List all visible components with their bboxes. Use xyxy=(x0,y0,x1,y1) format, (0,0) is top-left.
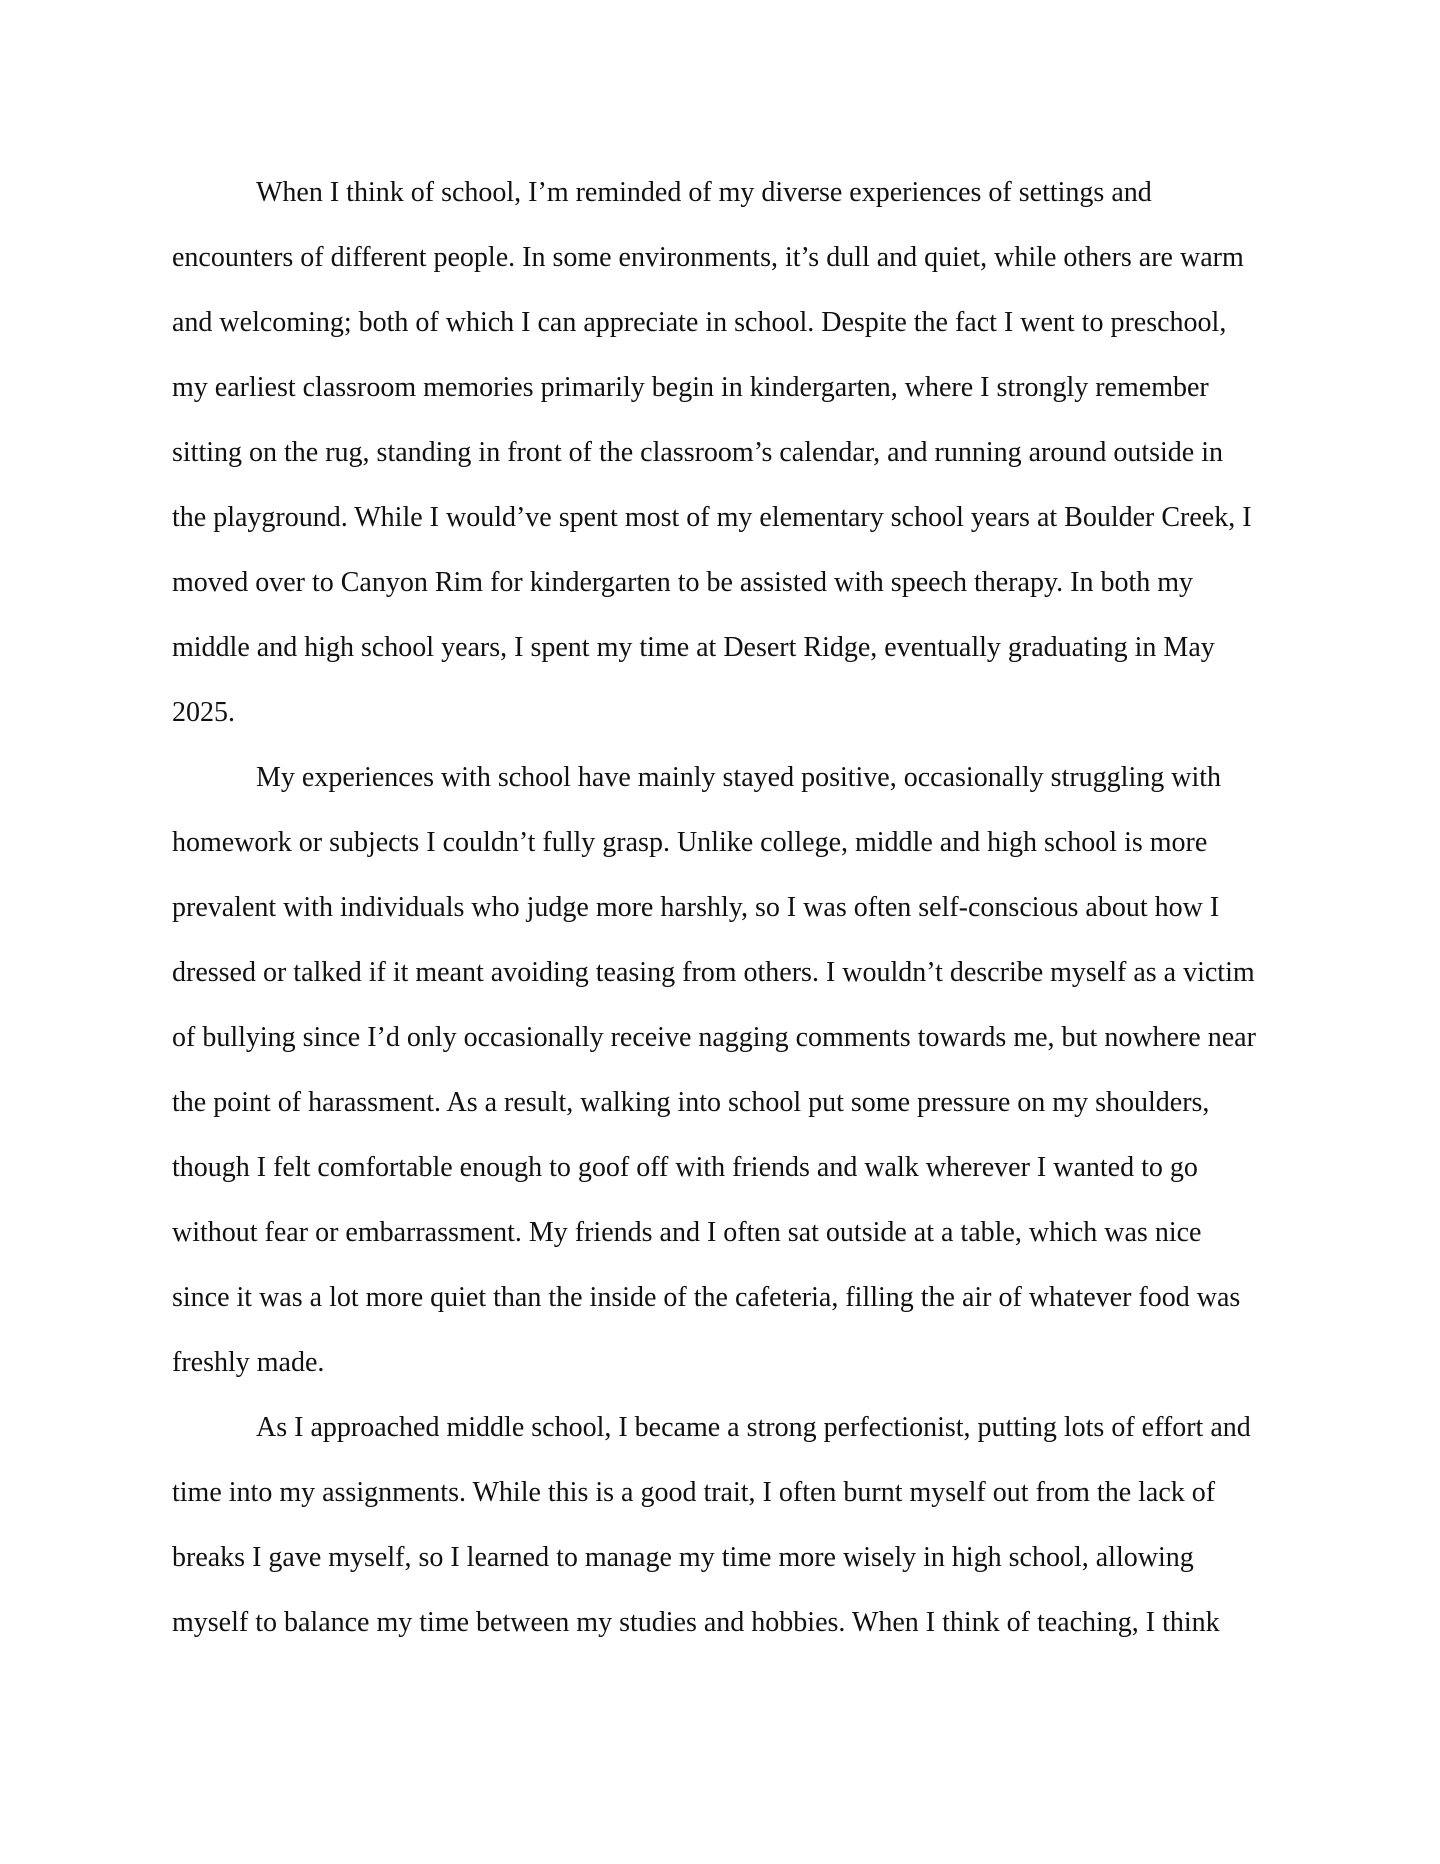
text-line: encounters of different people. In some environments, it’s dull and quiet, while others are warm xyxy=(172,242,1244,273)
text-line: homework or subjects I couldn’t fully grasp. Unlike college, middle and high school is more xyxy=(172,827,1208,858)
essay-body xyxy=(172,160,1272,1655)
text-line: When I think of school, I’m reminded of my diverse experiences of settings and xyxy=(256,177,1152,208)
text-line: freshly made. xyxy=(172,1347,325,1378)
text-line: dressed or talked if it meant avoiding teasing from others. I wouldn’t describe myself as a victim xyxy=(172,957,1255,988)
paragraph-1 xyxy=(172,160,1272,745)
text-line: middle and high school years, I spent my time at Desert Ridge, eventually graduating in May xyxy=(172,632,1215,663)
text-line: my earliest classroom memories primarily begin in kindergarten, where I strongly remember xyxy=(172,372,1209,403)
paragraph-2 xyxy=(172,745,1272,1395)
text-line: sitting on the rug, standing in front of the classroom’s calendar, and running around outside in xyxy=(172,437,1224,468)
text-line: of bullying since I’d only occasionally receive nagging comments towards me, but nowhere near xyxy=(172,1022,1256,1053)
paragraph-3 xyxy=(172,1395,1272,1655)
text-line: time into my assignments. While this is a good trait, I often burnt myself out from the lack of xyxy=(172,1477,1216,1508)
text-line: As I approached middle school, I became a strong perfectionist, putting lots of effort and xyxy=(256,1412,1251,1443)
text-line: moved over to Canyon Rim for kindergarten to be assisted with speech therapy. In both my xyxy=(172,567,1194,598)
text-line: the playground. While I would’ve spent most of my elementary school years at Boulder Creek, I xyxy=(172,502,1252,533)
text-line: without fear or embarrassment. My friends and I often sat outside at a table, which was nice xyxy=(172,1217,1202,1248)
text-line: 2025. xyxy=(172,697,235,728)
text-line: prevalent with individuals who judge more harshly, so I was often self-conscious about how I xyxy=(172,892,1220,923)
text-line: and welcoming; both of which I can appreciate in school. Despite the fact I went to preschool, xyxy=(172,307,1227,338)
text-line: My experiences with school have mainly stayed positive, occasionally struggling with xyxy=(256,762,1222,793)
text-line: since it was a lot more quiet than the inside of the cafeteria, filling the air of whatever food was xyxy=(172,1282,1241,1313)
text-line: though I felt comfortable enough to goof off with friends and walk wherever I wanted to go xyxy=(172,1152,1198,1183)
text-line: the point of harassment. As a result, walking into school put some pressure on my shoulders, xyxy=(172,1087,1210,1118)
text-line: myself to balance my time between my studies and hobbies. When I think of teaching, I think xyxy=(172,1607,1220,1638)
text-line: breaks I gave myself, so I learned to manage my time more wisely in high school, allowing xyxy=(172,1542,1194,1573)
